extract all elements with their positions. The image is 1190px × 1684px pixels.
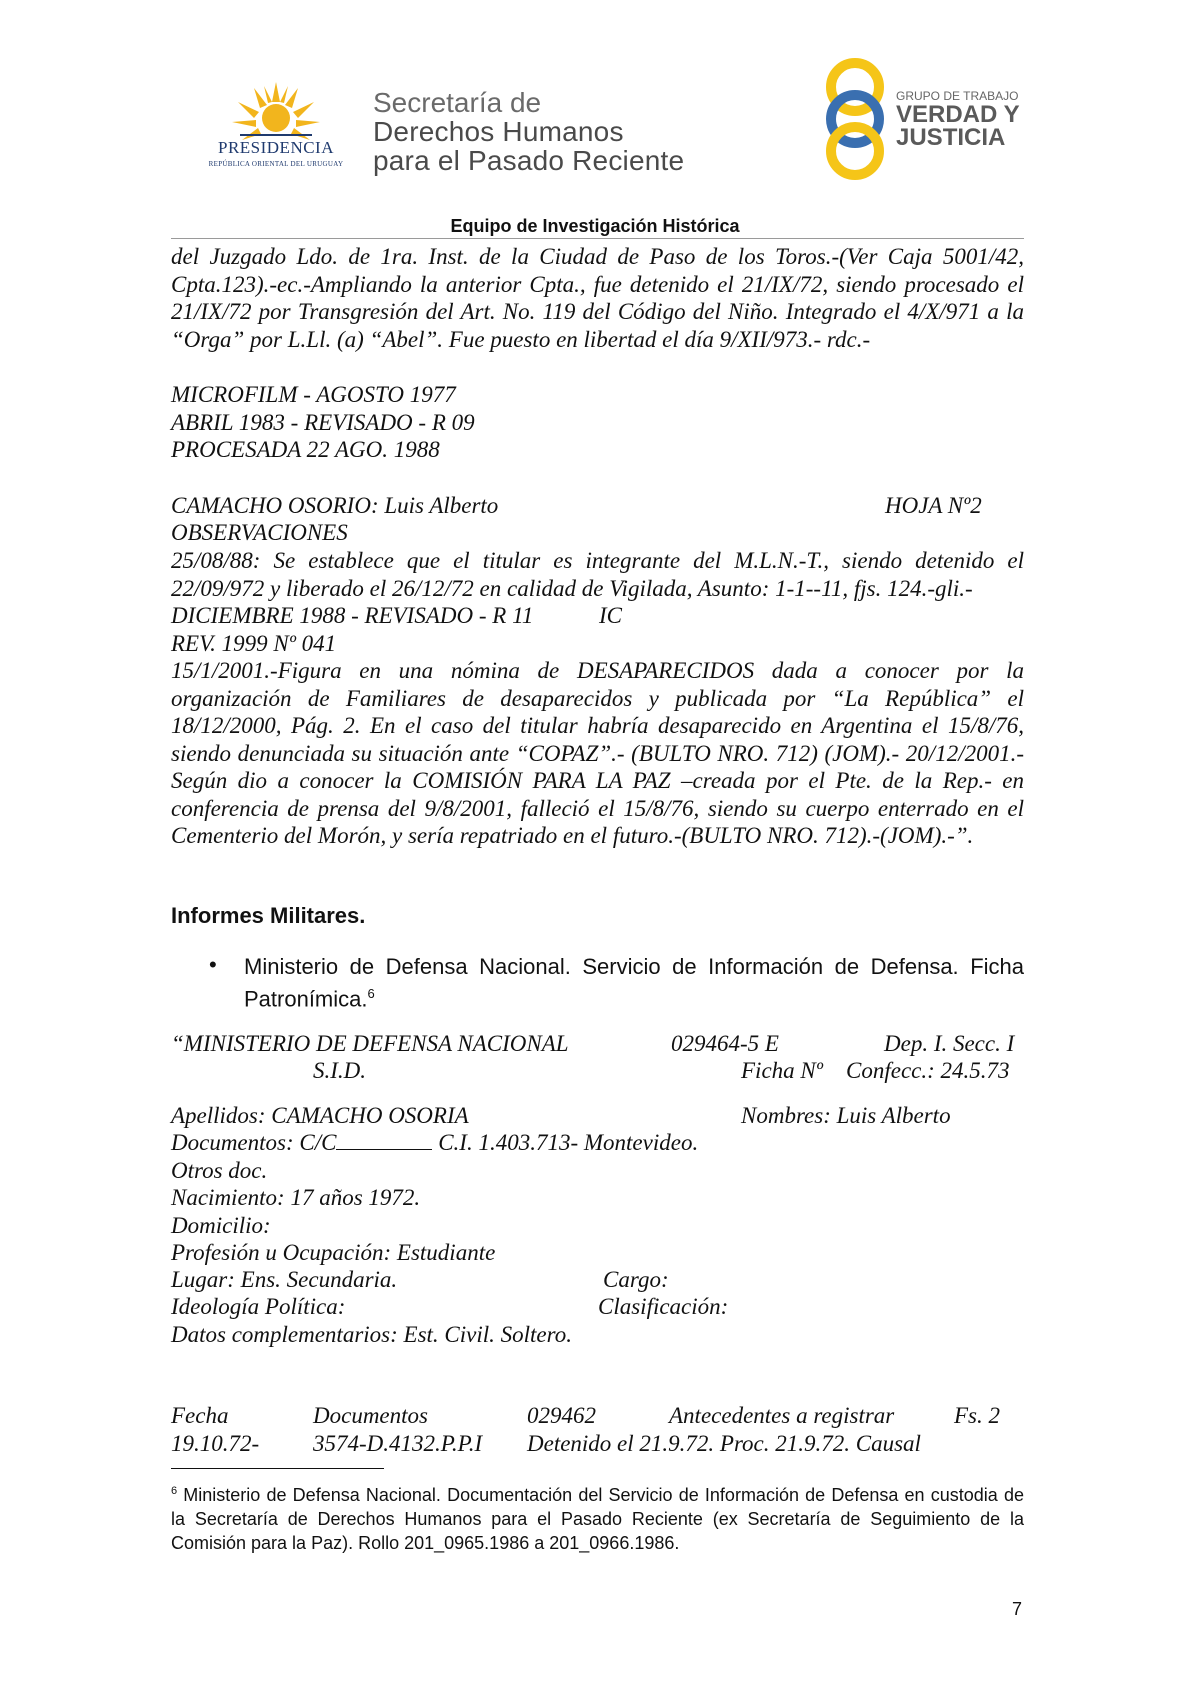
vyj-line1: GRUPO DE TRABAJO [896,89,1019,103]
bullet-item [244,953,1024,1012]
footnote-ref: 6 [367,986,375,1001]
section-heading: Informes Militares. [171,903,366,928]
table-header-antecedentes: Antecedentes a registrar [669,1403,895,1428]
ficha-apellidos: Apellidos: CAMACHO OSORIA [171,1103,469,1128]
block1-paragraph: del Juzgado Ldo. de 1ra. Inst. de la Ciudad de Paso de los Toros.-(Ver Caja 5001/42, Cpta.123).-ec.-Ampliando la anterior Cpta., fue detenido el 21/IX/72, siendo procesado el 21/IX/72 por Transgresión del Art. No. 119 del Código del Niño. Integrado el 4/X/971 a la “Orga” por L.Ll. (a) “Abel”. Fue puesto en libertad el día 9/XII/973.- rdc.- [171,244,1024,352]
secretaria-line1: Secretaría de [373,87,542,118]
ficha-sid: S.I.D. [313,1058,367,1083]
presidencia-wordmark: PRESIDENCIA [217,138,334,157]
ficha-dep: Dep. I. Secc. I [884,1031,1015,1056]
block1-line-procesada: PROCESADA 22 AGO. 1988 [171,437,440,462]
block1-line-microfilm: MICROFILM - AGOSTO 1977 [171,382,456,407]
header-divider [171,238,1024,239]
ficha-confecc: Confecc.: 24.5.73 [846,1058,1010,1083]
observaciones-label: OBSERVACIONES [171,520,348,545]
block1-line-revisado: ABRIL 1983 - REVISADO - R 09 [171,410,475,435]
table-header-fecha: Fecha [171,1403,229,1428]
verdad-justicia-logo [820,55,1020,183]
ficha-lugar: Lugar: Ens. Secundaria. [171,1267,398,1292]
ficha-domicilio: Domicilio: [171,1213,271,1238]
bullet-dot: • [209,952,217,977]
footnote-number: 6 [171,1485,178,1497]
table-cell-fecha: 19.10.72- [171,1431,260,1456]
ficha-numero-label: Ficha Nº [741,1058,823,1083]
revisado-line: DICIEMBRE 1988 - REVISADO - R 11 [171,603,534,628]
table-cell-antecedentes: Detenido el 21.9.72. Proc. 21.9.72. Causal [527,1431,921,1456]
vyj-line2: VERDAD Y [896,101,1020,128]
table-header-number: 029462 [527,1403,596,1428]
secretaria-line3: para el Pasado Reciente [373,145,685,176]
documentos-suffix: C.I. 1.403.713- Montevideo. [432,1130,699,1155]
secretaria-line2: Derechos Humanos [373,116,624,147]
ficha-datos: Datos complementarios: Est. Civil. Soltero. [171,1322,572,1347]
ficha-profesion: Profesión u Ocupación: Estudiante [171,1240,496,1265]
page-number: 7 [1012,1599,1023,1619]
vyj-line3: JUSTICIA [896,124,1006,151]
footnote-divider [171,1468,384,1469]
secretaria-title [373,88,684,175]
ficha-nacimiento: Nacimiento: 17 años 1972. [171,1185,421,1210]
rev-line: REV. 1999 Nº 041 [171,631,337,656]
observaciones-paragraph2: 15/1/2001.-Figura en una nómina de DESAPARECIDOS dada a conocer por la organización de Familiares de desaparecidos y publicada por “La República” el 18/12/2000, Pág. 2. En el caso del titular habría desaparecido en Argentina el 15/8/76, siendo denunciada su situación ante “COPAZ”.- (BULTO NRO. 712) (JOM).- 20/12/2001.-Según dio a conocer la COMISIÓN PARA LA PAZ –creada por el Pte. de la Rep.- en conferencia de prensa del 9/8/2001, falleció el 15/8/76, siendo su cuerpo enterrado en el Cementerio del Morón, y sería repatriado en el futuro.-(BULTO NRO. 712).-(JOM).-”. [171,658,1024,848]
ficha-ideologia: Ideología Política: [171,1294,346,1319]
revisado-code: IC [599,603,622,628]
presidencia-logo [196,80,356,180]
ficha-ministerio: “MINISTERIO DE DEFENSA NACIONAL [171,1031,569,1056]
documentos-prefix: Documentos: C/C [171,1130,337,1155]
ficha-otros-doc: Otros doc. [171,1158,268,1183]
rings-icon [820,55,890,183]
ficha-numero: 029464-5 E [671,1031,779,1056]
presidencia-subtext: REPÚBLICA ORIENTAL DEL URUGUAY [208,160,344,168]
header-subtitle: Equipo de Investigación Histórica [450,216,740,236]
observaciones-paragraph1: 25/08/88: Se establece que el titular es integrante del M.L.N.-T., siendo detenido el 22/09/972 y liberado el 26/12/72 en calidad de Vigilada, Asunto: 1-1--11, fjs. 124.-gli.- [171,548,1024,601]
footnote [171,1479,1024,1555]
documentos-blank [336,1131,432,1150]
table-header-fs: Fs. 2 [954,1403,1000,1428]
ficha-nombres: Nombres: Luis Alberto [741,1103,951,1128]
hoja-number: HOJA Nº2 [885,493,982,518]
ficha-cargo: Cargo: [603,1267,669,1292]
ficha-clasificacion: Clasificación: [598,1294,729,1319]
subject-name: CAMACHO OSORIO: Luis Alberto [171,493,499,518]
ficha-documentos [171,1129,698,1157]
table-cell-documentos: 3574-D.4132.P.P.I [313,1431,483,1456]
footnote-text: Ministerio de Defensa Nacional. Documentación del Servicio de Información de Defensa en custodia de la Secretaría de Derechos Humanos para el Pasado Reciente (ex Secretaría de Seguimiento de la Comisión para la Paz). Rollo 201_0965.1986 a 201_0966.1986. [171,1485,1024,1553]
bullet-text: Ministerio de Defensa Nacional. Servicio de Información de Defensa. Ficha Patronímica. [244,954,1024,1012]
table-header-documentos: Documentos [313,1403,428,1428]
